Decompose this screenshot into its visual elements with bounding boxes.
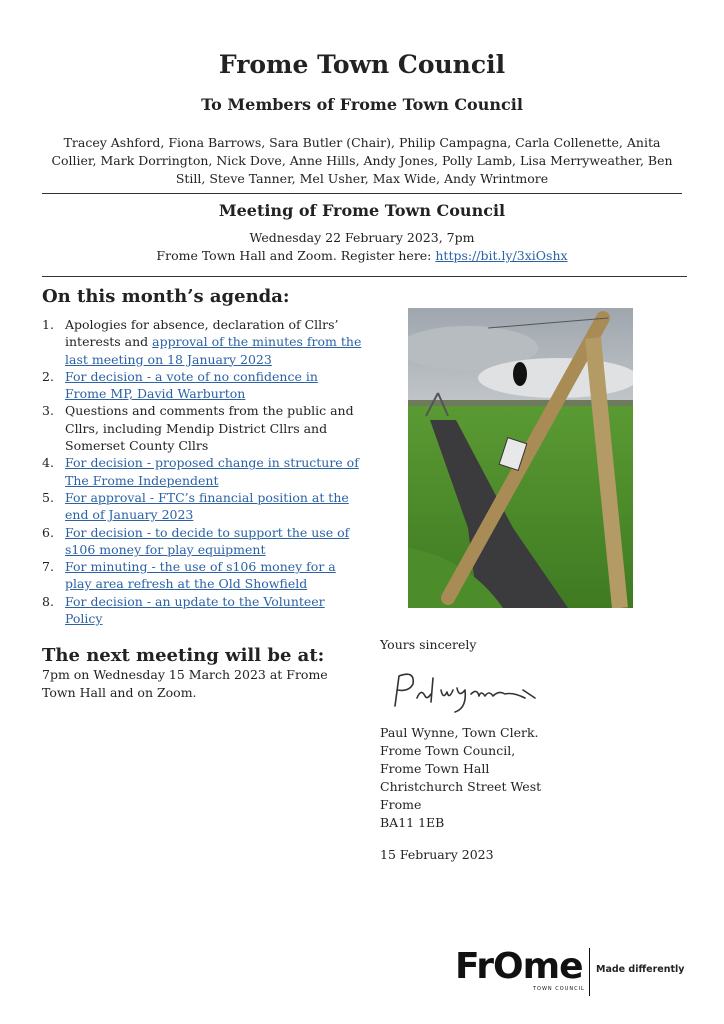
agenda-item-link[interactable]: For decision - an update to the Volunteer Policy [65, 593, 325, 627]
next-meeting-heading: The next meeting will be at: [42, 645, 325, 666]
agenda-item-link[interactable]: approval of the minutes from the last meeting on 18 January 2023 [65, 334, 362, 367]
agenda-item-link[interactable]: For minuting - the use of s106 money for a play area refresh at the Old Showfield [65, 559, 336, 592]
logo-wordmark: FrOme [455, 946, 583, 987]
next-meeting-text: 7pm on Wednesday 15 March 2023 at Frome Town Hall and on Zoom. [42, 667, 328, 700]
address-line: Frome Town Hall [380, 761, 490, 776]
meeting-title: Meeting of Frome Town Council [218, 201, 506, 220]
document-subtitle: To Members of Frome Town Council [201, 95, 523, 114]
agenda-item-number: 5. [42, 489, 54, 505]
agenda-item-text: Apologies for absence, declaration of Cllrs’ interests and [65, 317, 339, 350]
meeting-venue [0, 248, 724, 263]
letter-date: 15 February 2023 [380, 847, 494, 862]
agenda-item-link[interactable]: For approval - FTC’s financial position at the end of January 2023 [65, 489, 349, 523]
meeting-date: Wednesday 22 February 2023, 7pm [249, 230, 475, 245]
address-line: Frome [380, 797, 422, 812]
frome-logo [455, 946, 695, 998]
agenda-item-link[interactable]: For decision - a vote of no confidence in Frome MP, David Warburton [65, 368, 318, 402]
logo-tagline: Made differently [596, 964, 685, 975]
agenda-item-number: 3. [42, 403, 54, 419]
register-link[interactable]: https://bit.ly/3xiOshx [435, 248, 568, 263]
play-area-photo [408, 308, 633, 608]
agenda-item [42, 316, 362, 368]
address-line: Frome Town Council, [380, 743, 516, 758]
agenda-item-number: 7. [42, 559, 54, 575]
agenda-item [42, 402, 362, 454]
agenda-item-link[interactable]: For decision - to decide to support the use of s106 money for play equipment [65, 524, 350, 557]
agenda-item [42, 593, 362, 628]
divider-top [42, 193, 682, 194]
agenda-item-text: Questions and comments from the public and Cllrs, including Mendip District Cllrs and Somerset County Cllrs [65, 403, 354, 454]
document-title: Frome Town Council [218, 50, 506, 79]
closing-text: Yours sincerely [380, 637, 477, 652]
agenda-item-number: 4. [42, 455, 54, 471]
agenda-item-number: 6. [42, 524, 54, 540]
address-block [380, 724, 541, 832]
divider-bottom [42, 276, 687, 277]
signature-image [385, 668, 555, 718]
members-list: Tracey Ashford, Fiona Barrows, Sara Butler (Chair), Philip Campagna, Carla Collenette, Anita Collier, Mark Dorrington, Nick Dove, Anne Hills, Andy Jones, Polly Lamb, Lisa Merryweather, Ben Still, Steve Tanner, Mel Usher, Max Wide, Andy Wrintmore [51, 135, 673, 186]
agenda-item [42, 368, 362, 403]
agenda-list [42, 316, 362, 627]
agenda-item [42, 489, 362, 524]
agenda-item-number: 2. [42, 368, 54, 384]
logo-divider [589, 948, 590, 996]
agenda-item [42, 558, 362, 593]
agenda-item-number: 1. [42, 317, 54, 332]
agenda-heading: On this month’s agenda: [42, 286, 290, 307]
agenda-item [42, 524, 362, 559]
agenda-item-number: 8. [42, 593, 54, 609]
address-line: BA11 1EB [380, 815, 445, 830]
agenda-item-link[interactable]: For decision - proposed change in structure of The Frome Independent [65, 455, 359, 488]
address-line: Christchurch Street West [380, 779, 542, 794]
agenda-item [42, 454, 362, 489]
address-line: Paul Wynne, Town Clerk. [380, 725, 539, 740]
meeting-venue-text: Frome Town Hall and Zoom. Register here: [156, 248, 436, 263]
logo-subtext: TOWN COUNCIL [533, 986, 585, 992]
